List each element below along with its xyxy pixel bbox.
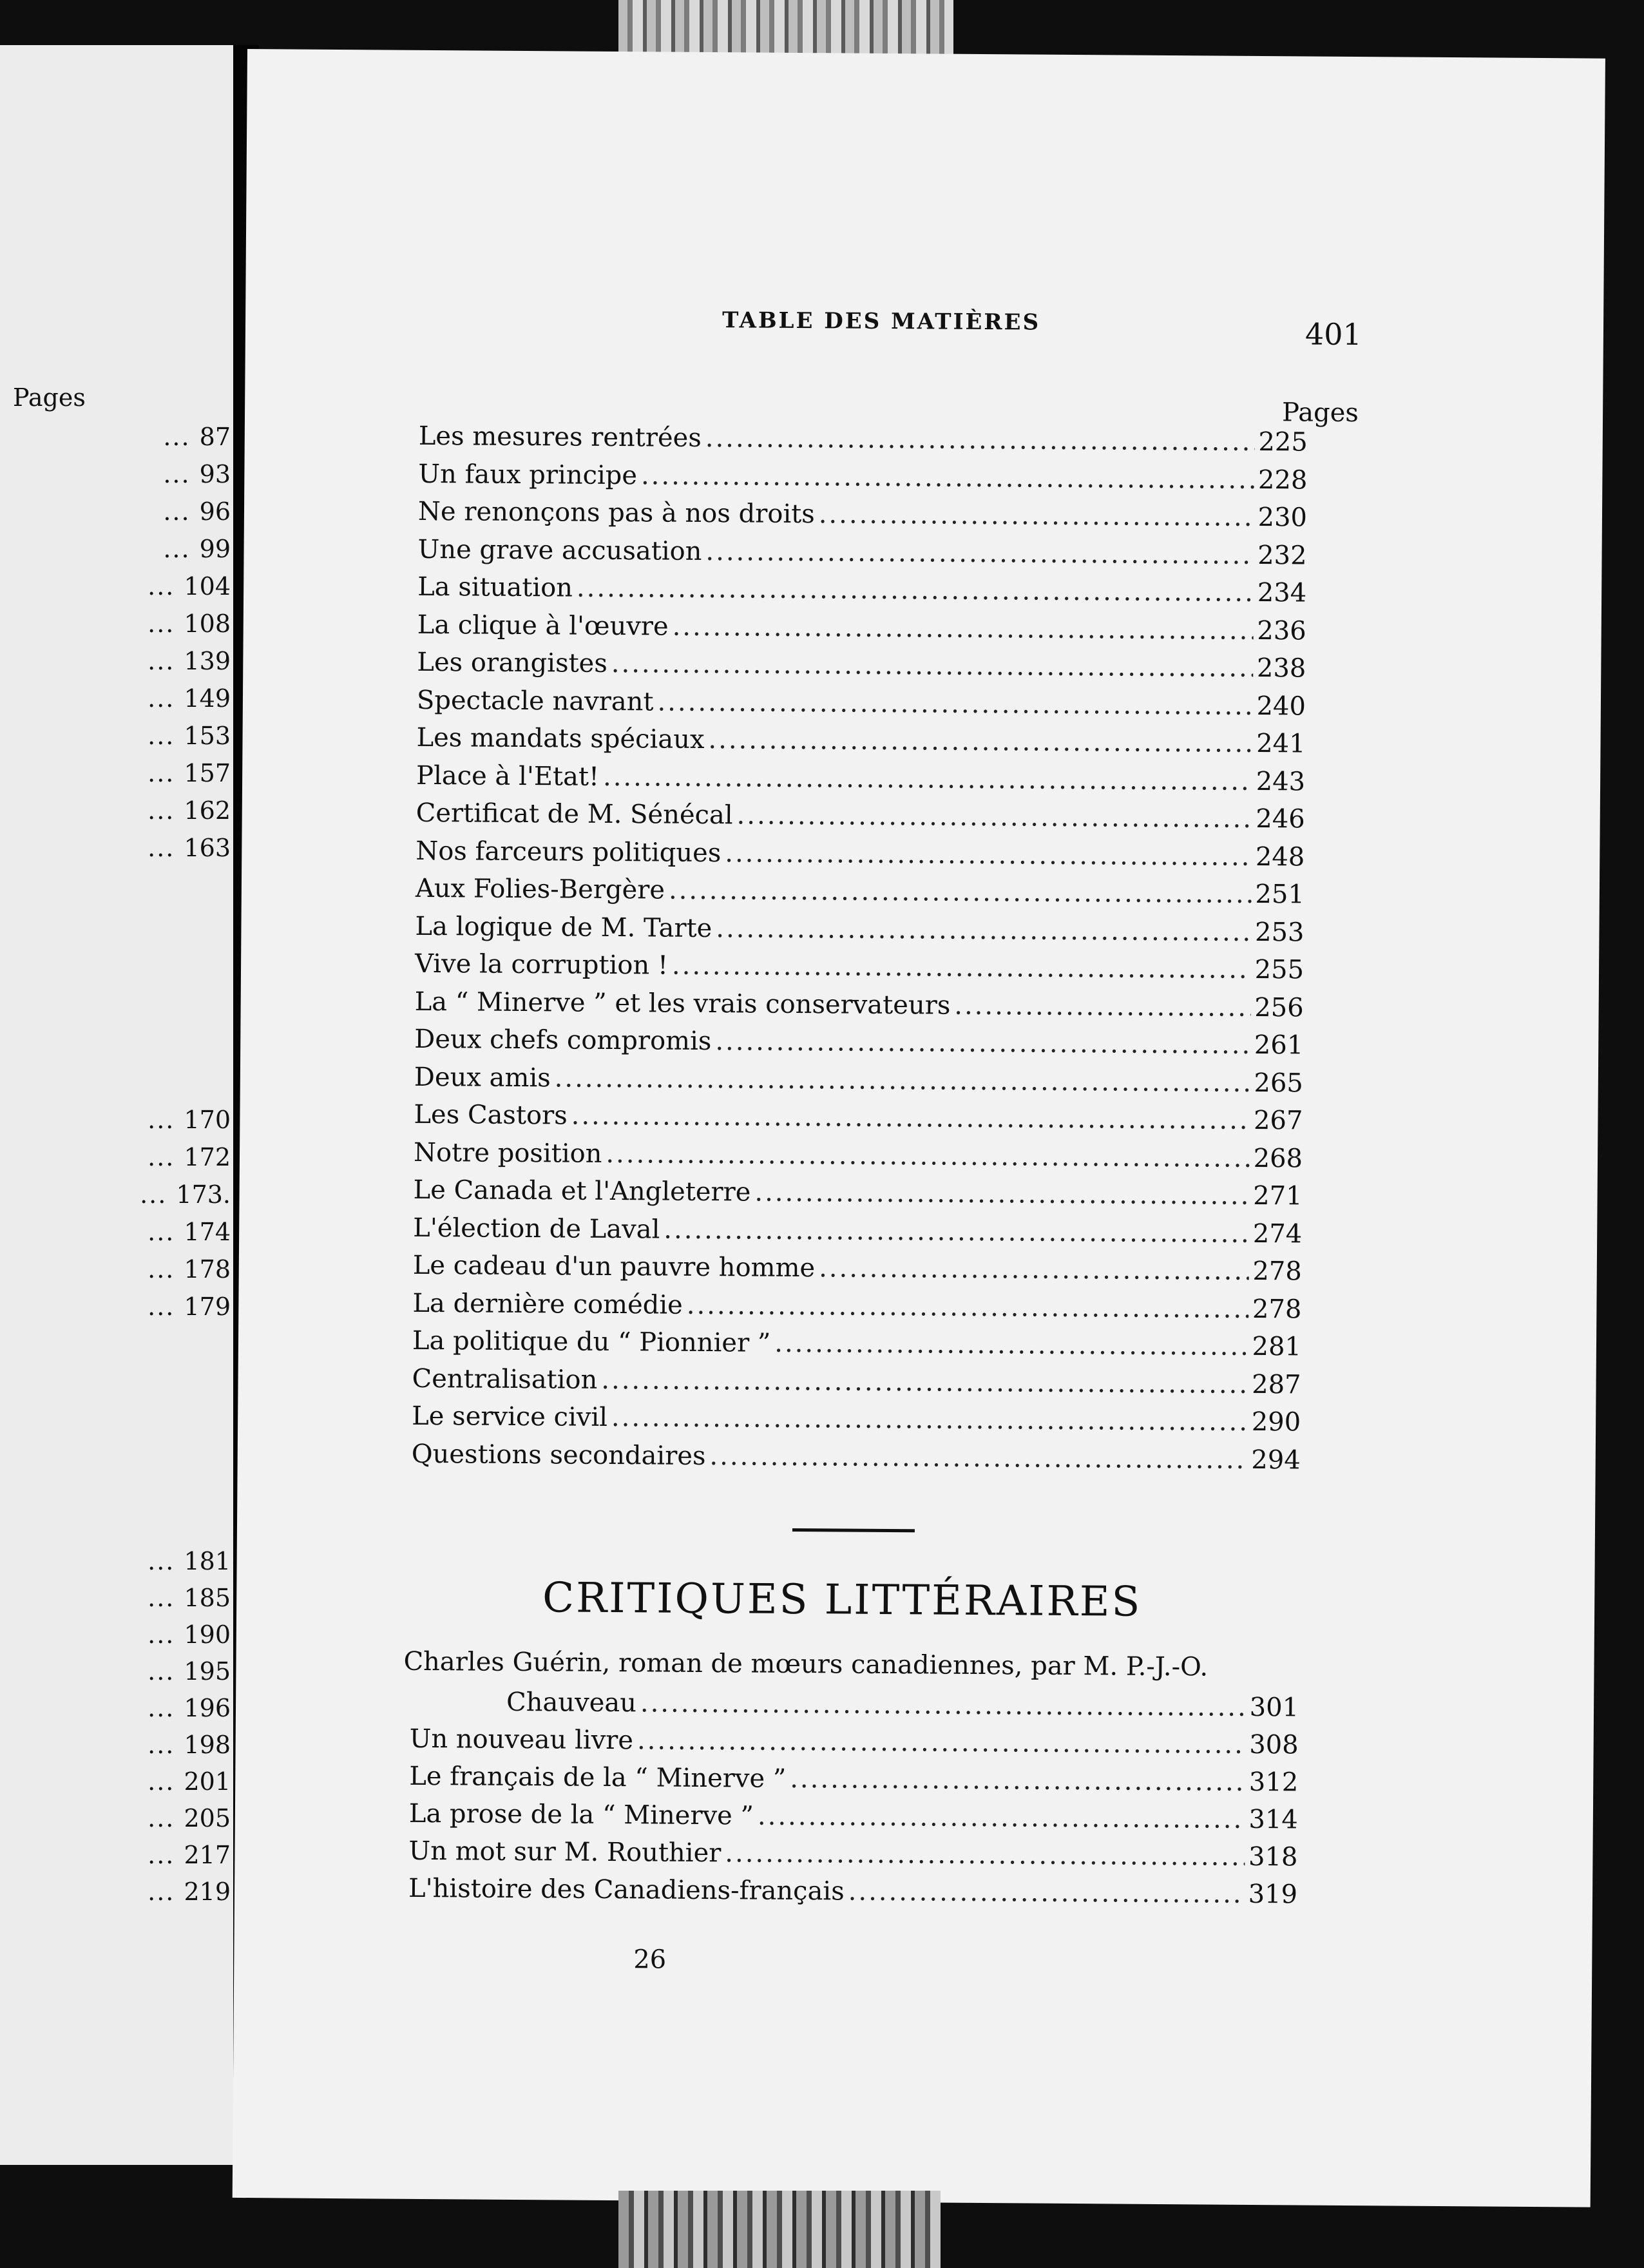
toc-entry-page-number: 253 xyxy=(1254,917,1305,947)
left-toc-line xyxy=(12,1180,231,1209)
toc-entry-page-number: 251 xyxy=(1255,879,1305,910)
dot-leader: ... xyxy=(148,1106,184,1134)
dot-leader xyxy=(555,1059,1250,1102)
toc-entry-page-number: 261 xyxy=(1254,1030,1304,1061)
toc-entry-title: Deux chefs compromis xyxy=(414,1024,712,1057)
dot-leader: ... xyxy=(148,1657,184,1686)
critique-entry-row xyxy=(409,1795,1298,1839)
toc-entry-title: La logique de M. Tarte xyxy=(415,911,712,943)
left-page-number: 185 xyxy=(184,1584,231,1612)
toc-entry-title: Nos farceurs politiques xyxy=(416,836,722,868)
critique-entry-title: Le français de la “ Minerve ” xyxy=(409,1761,787,1794)
dot-leader: ... xyxy=(148,1255,184,1283)
left-toc-line xyxy=(12,721,231,751)
toc-entry-row xyxy=(413,1171,1302,1215)
left-toc-line xyxy=(12,1803,231,1833)
dot-leader: ... xyxy=(148,796,184,825)
dot-leader xyxy=(848,1873,1245,1913)
left-toc-line xyxy=(12,1105,231,1135)
toc-entry-page-number: 290 xyxy=(1251,1407,1301,1437)
toc-entry-row xyxy=(419,418,1308,461)
left-toc-line xyxy=(12,1840,231,1870)
left-page-number: 219 xyxy=(184,1878,231,1906)
left-page xyxy=(0,45,240,2165)
left-page-number: 178 xyxy=(184,1255,231,1283)
dot-leader xyxy=(708,721,1252,762)
toc-entry-row xyxy=(417,644,1306,687)
critique-entry-page-number: 314 xyxy=(1248,1804,1299,1835)
toc-entry-row xyxy=(416,832,1305,876)
left-page-number: 93 xyxy=(199,460,231,488)
dot-leader: ... xyxy=(148,1620,184,1649)
left-page-number: 139 xyxy=(184,647,231,675)
critique-first-line: Charles Guérin, roman de mœurs canadiennes, par M. P.-J.-O. xyxy=(403,1646,1209,1682)
dot-leader: ... xyxy=(148,1878,184,1906)
critique-entry-page-number: 318 xyxy=(1248,1841,1298,1872)
left-page-number: 195 xyxy=(184,1657,231,1686)
toc-entry-row xyxy=(414,1058,1303,1102)
left-page-number: 174 xyxy=(184,1218,231,1246)
toc-entry-title: Spectacle navrant xyxy=(416,685,654,716)
critique-entry-row xyxy=(408,1832,1297,1876)
dot-leader xyxy=(603,758,1252,800)
left-page-number: 104 xyxy=(184,572,231,601)
toc-entry-title: Certificat de M. Sénécal xyxy=(416,798,733,831)
toc-entry-page-number: 248 xyxy=(1255,841,1305,872)
left-page-number: 162 xyxy=(184,796,231,825)
left-toc-line xyxy=(12,1693,231,1723)
dot-leader xyxy=(758,1798,1245,1838)
dot-leader xyxy=(716,910,1251,951)
toc-entry-row xyxy=(417,681,1306,725)
dot-leader xyxy=(606,1135,1250,1177)
toc-entry-title: Aux Folies-Bergère xyxy=(415,873,665,905)
toc-entry-row xyxy=(414,1021,1303,1064)
pages-column-label: Pages xyxy=(1281,398,1359,428)
toc-entry-title: Ne renonçons pas à nos droits xyxy=(417,496,815,530)
toc-entry-row xyxy=(414,983,1303,1026)
dot-leader: ... xyxy=(148,572,184,601)
dot-leader xyxy=(577,570,1254,611)
dot-leader xyxy=(641,457,1254,499)
left-toc-line xyxy=(12,1583,231,1613)
dot-leader xyxy=(669,872,1252,913)
left-page-number: 163 xyxy=(184,834,231,862)
toc-entry-page-number: 241 xyxy=(1256,728,1306,759)
toc-entry-row xyxy=(414,1096,1303,1140)
toc-entry-page-number: 238 xyxy=(1256,653,1306,684)
dot-leader xyxy=(705,419,1255,461)
left-toc-line xyxy=(12,497,231,526)
toc-entry-row xyxy=(412,1398,1301,1441)
left-page-number: 153 xyxy=(184,722,231,750)
dot-leader xyxy=(954,986,1250,1026)
toc-entry-page-number: 255 xyxy=(1254,954,1305,985)
toc-entry-row xyxy=(417,606,1306,649)
toc-entry-row xyxy=(413,1209,1302,1253)
toc-entry-page-number: 271 xyxy=(1253,1180,1303,1211)
dot-leader xyxy=(790,1760,1245,1801)
toc-entry-title: Le Canada et l'Angleterre xyxy=(413,1175,751,1207)
dot-leader xyxy=(571,1097,1250,1139)
toc-entry-page-number: 267 xyxy=(1253,1105,1303,1136)
dot-leader xyxy=(819,495,1254,536)
dot-leader xyxy=(637,1722,1246,1763)
toc-entry-row xyxy=(416,756,1305,800)
toc-entry-page-number: 274 xyxy=(1252,1218,1303,1249)
dot-leader: ... xyxy=(148,1804,184,1832)
left-toc-line xyxy=(12,1657,231,1686)
dot-leader: ... xyxy=(163,535,200,563)
left-page-number: 205 xyxy=(184,1804,231,1832)
toc-entry-page-number: 265 xyxy=(1254,1068,1303,1098)
dot-leader: ... xyxy=(148,1218,184,1246)
dot-leader xyxy=(754,1174,1249,1215)
dot-leader xyxy=(687,1286,1249,1327)
toc-entry-row xyxy=(416,719,1305,763)
toc-entry-page-number: 294 xyxy=(1251,1445,1301,1475)
right-page xyxy=(233,49,1605,2207)
left-toc-line xyxy=(12,459,231,489)
critique-entry-page-number: 301 xyxy=(1249,1692,1299,1723)
toc-entry-title: Centralisation xyxy=(412,1363,598,1395)
dot-leader xyxy=(705,532,1254,573)
dot-leader: ... xyxy=(148,1731,184,1759)
toc-entry-title: Questions secondaires xyxy=(411,1439,706,1471)
toc-entry-title: Le service civil xyxy=(412,1401,608,1432)
dot-leader xyxy=(819,1249,1249,1290)
toc-entry-page-number: 278 xyxy=(1252,1256,1302,1287)
left-page-number: 108 xyxy=(184,610,231,638)
dot-leader: ... xyxy=(148,610,184,638)
left-page-number: 99 xyxy=(199,535,231,563)
toc-entry-title: Un faux principe xyxy=(418,459,638,490)
dot-leader xyxy=(725,834,1252,876)
toc-entry-row xyxy=(416,794,1305,838)
critique-entry-title: L'histoire des Canadiens-français xyxy=(408,1873,845,1907)
dot-leader: ... xyxy=(148,1547,184,1575)
dot-leader xyxy=(664,1211,1249,1252)
section-title: CRITIQUES LITTÉRAIRES xyxy=(542,1574,1142,1626)
toc-entry-page-number: 256 xyxy=(1254,992,1304,1023)
toc-entry-row xyxy=(414,1133,1303,1177)
dot-leader: ... xyxy=(148,722,184,750)
toc-entry-title: Vive la corruption ! xyxy=(414,948,669,981)
toc-entry-title: La situation xyxy=(417,572,573,603)
critique-entry-title: Chauveau xyxy=(506,1687,637,1718)
toc-entry-title: Les mandats spéciaux xyxy=(416,722,705,754)
toc-entry-page-number: 243 xyxy=(1256,766,1306,796)
dot-leader xyxy=(774,1325,1248,1365)
toc-entry-title: Une grave accusation xyxy=(417,534,702,566)
left-toc-line xyxy=(12,796,231,825)
toc-entry-title: L'élection de Laval xyxy=(413,1213,660,1245)
toc-entry-row xyxy=(412,1435,1301,1479)
left-toc-line xyxy=(12,1142,231,1172)
toc-entry-page-number: 246 xyxy=(1256,803,1305,834)
toc-entry-title: Les orangistes xyxy=(417,647,608,678)
left-toc-line xyxy=(12,1546,231,1576)
left-toc-line xyxy=(12,422,231,452)
toc-entry-row xyxy=(415,945,1304,989)
toc-entry-row xyxy=(412,1360,1301,1403)
toc-entry-page-number: 225 xyxy=(1258,427,1308,457)
toc-entry-page-number: 232 xyxy=(1257,540,1307,570)
dot-leader: ... xyxy=(148,834,184,862)
toc-entry-row xyxy=(415,907,1304,951)
critique-entry-title: Un mot sur M. Routhier xyxy=(408,1836,722,1869)
dot-leader xyxy=(601,1361,1248,1403)
left-page-number: 217 xyxy=(184,1841,231,1869)
dot-leader xyxy=(672,608,1253,649)
critique-entry-page-number: 308 xyxy=(1249,1729,1299,1760)
toc-entry-row xyxy=(417,568,1306,612)
critique-entry-row xyxy=(408,1870,1297,1914)
left-toc-line xyxy=(12,833,231,863)
dot-leader xyxy=(611,1399,1248,1441)
dot-leader xyxy=(611,645,1254,687)
toc-entry-row xyxy=(416,870,1305,914)
left-toc-line xyxy=(12,1292,231,1321)
left-pages-label: Pages xyxy=(13,383,86,412)
running-head: TABLE DES MATIÈRES xyxy=(722,307,1041,336)
left-page-number: 157 xyxy=(184,759,231,787)
left-page-number: 170 xyxy=(184,1106,231,1134)
toc-entry-row xyxy=(418,455,1307,499)
toc-entry-title: Les mesures rentrées xyxy=(418,421,702,453)
left-page-number: 181 xyxy=(184,1547,231,1575)
dot-leader xyxy=(709,1437,1247,1479)
toc-entry-title: La clique à l'œuvre xyxy=(417,610,669,642)
critique-entry-page-number: 312 xyxy=(1248,1767,1299,1798)
dot-leader: ... xyxy=(148,1143,184,1171)
toc-entry-row xyxy=(413,1247,1302,1291)
dot-leader: ... xyxy=(148,684,184,713)
left-toc-line xyxy=(12,646,231,676)
left-page-number: 172 xyxy=(184,1143,231,1171)
toc-entry-page-number: 278 xyxy=(1252,1294,1302,1324)
toc-entry-row xyxy=(412,1322,1301,1366)
toc-entry-page-number: 240 xyxy=(1256,691,1306,721)
left-toc-line xyxy=(12,534,231,564)
signature-mark: 26 xyxy=(633,1945,667,1975)
toc-entry-title: La politique du “ Pionnier ” xyxy=(412,1325,771,1358)
toc-entry-page-number: 287 xyxy=(1252,1369,1301,1399)
dot-leader xyxy=(725,1834,1245,1876)
binding-strip-bottom xyxy=(618,2191,941,2268)
dot-leader: ... xyxy=(148,647,184,675)
dot-leader: ... xyxy=(148,1584,184,1612)
left-page-number: 190 xyxy=(184,1620,231,1649)
left-toc-line xyxy=(12,758,231,788)
dot-leader xyxy=(715,1023,1250,1064)
left-toc-line xyxy=(12,1217,231,1247)
left-page-number: 149 xyxy=(184,684,231,713)
toc-entry-title: Le cadeau d'un pauvre homme xyxy=(412,1250,816,1283)
toc-entry-title: Notre position xyxy=(413,1137,602,1169)
dot-leader: ... xyxy=(148,1293,184,1321)
toc-entry-title: La “ Minerve ” et les vrais conservateurs xyxy=(414,986,951,1021)
left-page-number: 96 xyxy=(199,497,231,526)
toc-entry-row xyxy=(412,1284,1301,1328)
left-toc-line xyxy=(12,1254,231,1284)
left-page-number: 179 xyxy=(184,1293,231,1321)
dot-leader: ... xyxy=(163,423,200,451)
left-page-number: 87 xyxy=(199,423,231,451)
dot-leader xyxy=(736,796,1252,838)
critique-entry-row xyxy=(410,1683,1299,1727)
dot-leader: ... xyxy=(140,1180,177,1209)
critique-entry-row xyxy=(409,1720,1298,1764)
dot-leader xyxy=(640,1684,1246,1726)
toc-entry-page-number: 236 xyxy=(1257,615,1306,646)
dot-leader xyxy=(672,947,1251,988)
left-page-number: 201 xyxy=(184,1767,231,1796)
binding-strip-top xyxy=(618,0,953,55)
toc-entry-title: La dernière comédie xyxy=(412,1288,683,1320)
page-folio: 401 xyxy=(1305,316,1362,352)
critique-entry-row xyxy=(409,1758,1298,1802)
left-page-number: 198 xyxy=(184,1731,231,1759)
dot-leader: ... xyxy=(148,1767,184,1796)
left-page-number: 196 xyxy=(184,1694,231,1722)
toc-entry-page-number: 234 xyxy=(1257,577,1307,608)
left-toc-line xyxy=(12,684,231,713)
left-toc-line xyxy=(12,609,231,639)
dot-leader xyxy=(657,683,1252,724)
dot-leader: ... xyxy=(163,497,200,526)
toc-entry-title: Place à l'Etat! xyxy=(416,760,600,792)
left-toc-line xyxy=(12,1767,231,1796)
left-toc-line xyxy=(12,572,231,601)
toc-entry-title: Les Castors xyxy=(414,1099,568,1131)
section-separator xyxy=(792,1528,915,1532)
critique-entry-page-number: 319 xyxy=(1248,1879,1298,1910)
left-page-number: 173. xyxy=(176,1180,231,1209)
dot-leader: ... xyxy=(148,759,184,787)
dot-leader: ... xyxy=(148,1694,184,1722)
left-toc-line xyxy=(12,1730,231,1760)
toc-entry-page-number: 268 xyxy=(1253,1143,1303,1173)
critique-entry-title: Un nouveau livre xyxy=(409,1724,634,1756)
dot-leader: ... xyxy=(163,460,200,488)
toc-entry-title: Deux amis xyxy=(414,1062,551,1093)
dot-leader: ... xyxy=(148,1841,184,1869)
toc-entry-page-number: 230 xyxy=(1257,502,1308,533)
left-toc-line xyxy=(12,1877,231,1907)
toc-entry-row xyxy=(418,493,1307,537)
toc-entry-page-number: 281 xyxy=(1252,1331,1302,1362)
critique-entry-title: La prose de la “ Minerve ” xyxy=(408,1798,754,1831)
toc-entry-page-number: 228 xyxy=(1257,465,1308,495)
toc-entry-row xyxy=(417,530,1306,574)
left-toc-line xyxy=(12,1620,231,1649)
